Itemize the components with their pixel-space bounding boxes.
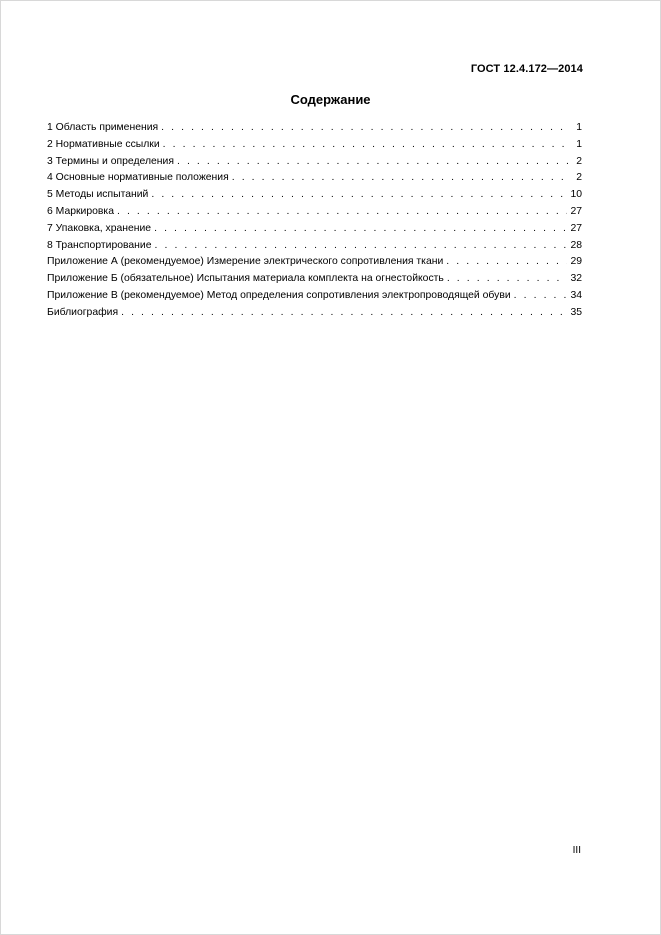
- toc-entry-page: 34: [570, 289, 582, 301]
- toc-entry-label: 7 Упаковка, хранение: [47, 222, 152, 234]
- toc-entry-appendix-a[interactable]: [47, 254, 582, 271]
- toc-entry-page: 10: [570, 189, 582, 201]
- toc-title: Содержание: [290, 92, 371, 107]
- toc-entry-label: Приложение В (рекомендуемое) Метод определения сопротивления электропроводящей обуви: [47, 289, 511, 301]
- toc-entry-page: 28: [570, 239, 582, 251]
- toc-dot-leader: [155, 238, 568, 255]
- toc-entry-packaging[interactable]: [47, 221, 582, 238]
- toc-entry-page: 27: [570, 222, 582, 234]
- toc-entry-scope[interactable]: [47, 120, 582, 137]
- toc-entry-appendix-v[interactable]: [47, 288, 582, 305]
- table-of-contents: [47, 120, 582, 322]
- toc-entry-appendix-b[interactable]: [47, 271, 582, 288]
- toc-entry-page: 32: [570, 273, 582, 285]
- toc-entry-label: Приложение А (рекомендуемое) Измерение электрического сопротивления ткани: [47, 256, 444, 268]
- toc-entry-label: 4 Основные нормативные положения: [47, 172, 229, 184]
- toc-entry-label: 2 Нормативные ссылки: [47, 138, 160, 150]
- toc-dot-leader: [121, 305, 567, 322]
- toc-entry-label: Библиография: [47, 306, 119, 318]
- toc-dot-leader: [232, 170, 569, 187]
- toc-dot-leader: [117, 204, 567, 221]
- toc-entry-page: 1: [576, 138, 582, 150]
- toc-dot-leader: [163, 137, 569, 154]
- toc-entry-page: 2: [576, 155, 582, 167]
- toc-entry-label: 6 Маркировка: [47, 205, 114, 217]
- toc-entry-page: 1: [576, 122, 582, 133]
- toc-dot-leader: [447, 271, 568, 288]
- toc-entry-label: 8 Транспортирование: [47, 239, 152, 251]
- toc-dot-leader: [177, 154, 569, 171]
- toc-entry-label: Приложение Б (обязательное) Испытания материала комплекта на огнестойкость: [47, 273, 444, 285]
- toc-dot-leader: [161, 120, 569, 137]
- toc-entry-marking[interactable]: [47, 204, 582, 221]
- toc-entry-page: 35: [570, 306, 582, 318]
- document-code: ГОСТ 12.4.172—2014: [470, 63, 583, 75]
- toc-entry-normative-references[interactable]: [47, 137, 582, 154]
- toc-dot-leader: [514, 288, 568, 305]
- toc-dot-leader: [154, 221, 567, 238]
- toc-entry-label: 1 Область применения: [47, 122, 159, 133]
- toc-dot-leader: [446, 254, 567, 271]
- toc-entry-page: 27: [570, 205, 582, 217]
- toc-dot-leader: [151, 187, 567, 204]
- toc-entry-test-methods[interactable]: [47, 187, 582, 204]
- toc-entry-page: 29: [570, 256, 582, 268]
- toc-entry-transportation[interactable]: [47, 238, 582, 255]
- toc-entry-label: 5 Методы испытаний: [47, 189, 149, 201]
- page-number: III: [572, 845, 581, 856]
- toc-entry-main-provisions[interactable]: [47, 170, 582, 187]
- toc-entry-terms[interactable]: [47, 154, 582, 171]
- toc-entry-page: 2: [576, 172, 582, 184]
- toc-entry-bibliography[interactable]: [47, 305, 582, 322]
- toc-entry-label: 3 Термины и определения: [47, 155, 174, 167]
